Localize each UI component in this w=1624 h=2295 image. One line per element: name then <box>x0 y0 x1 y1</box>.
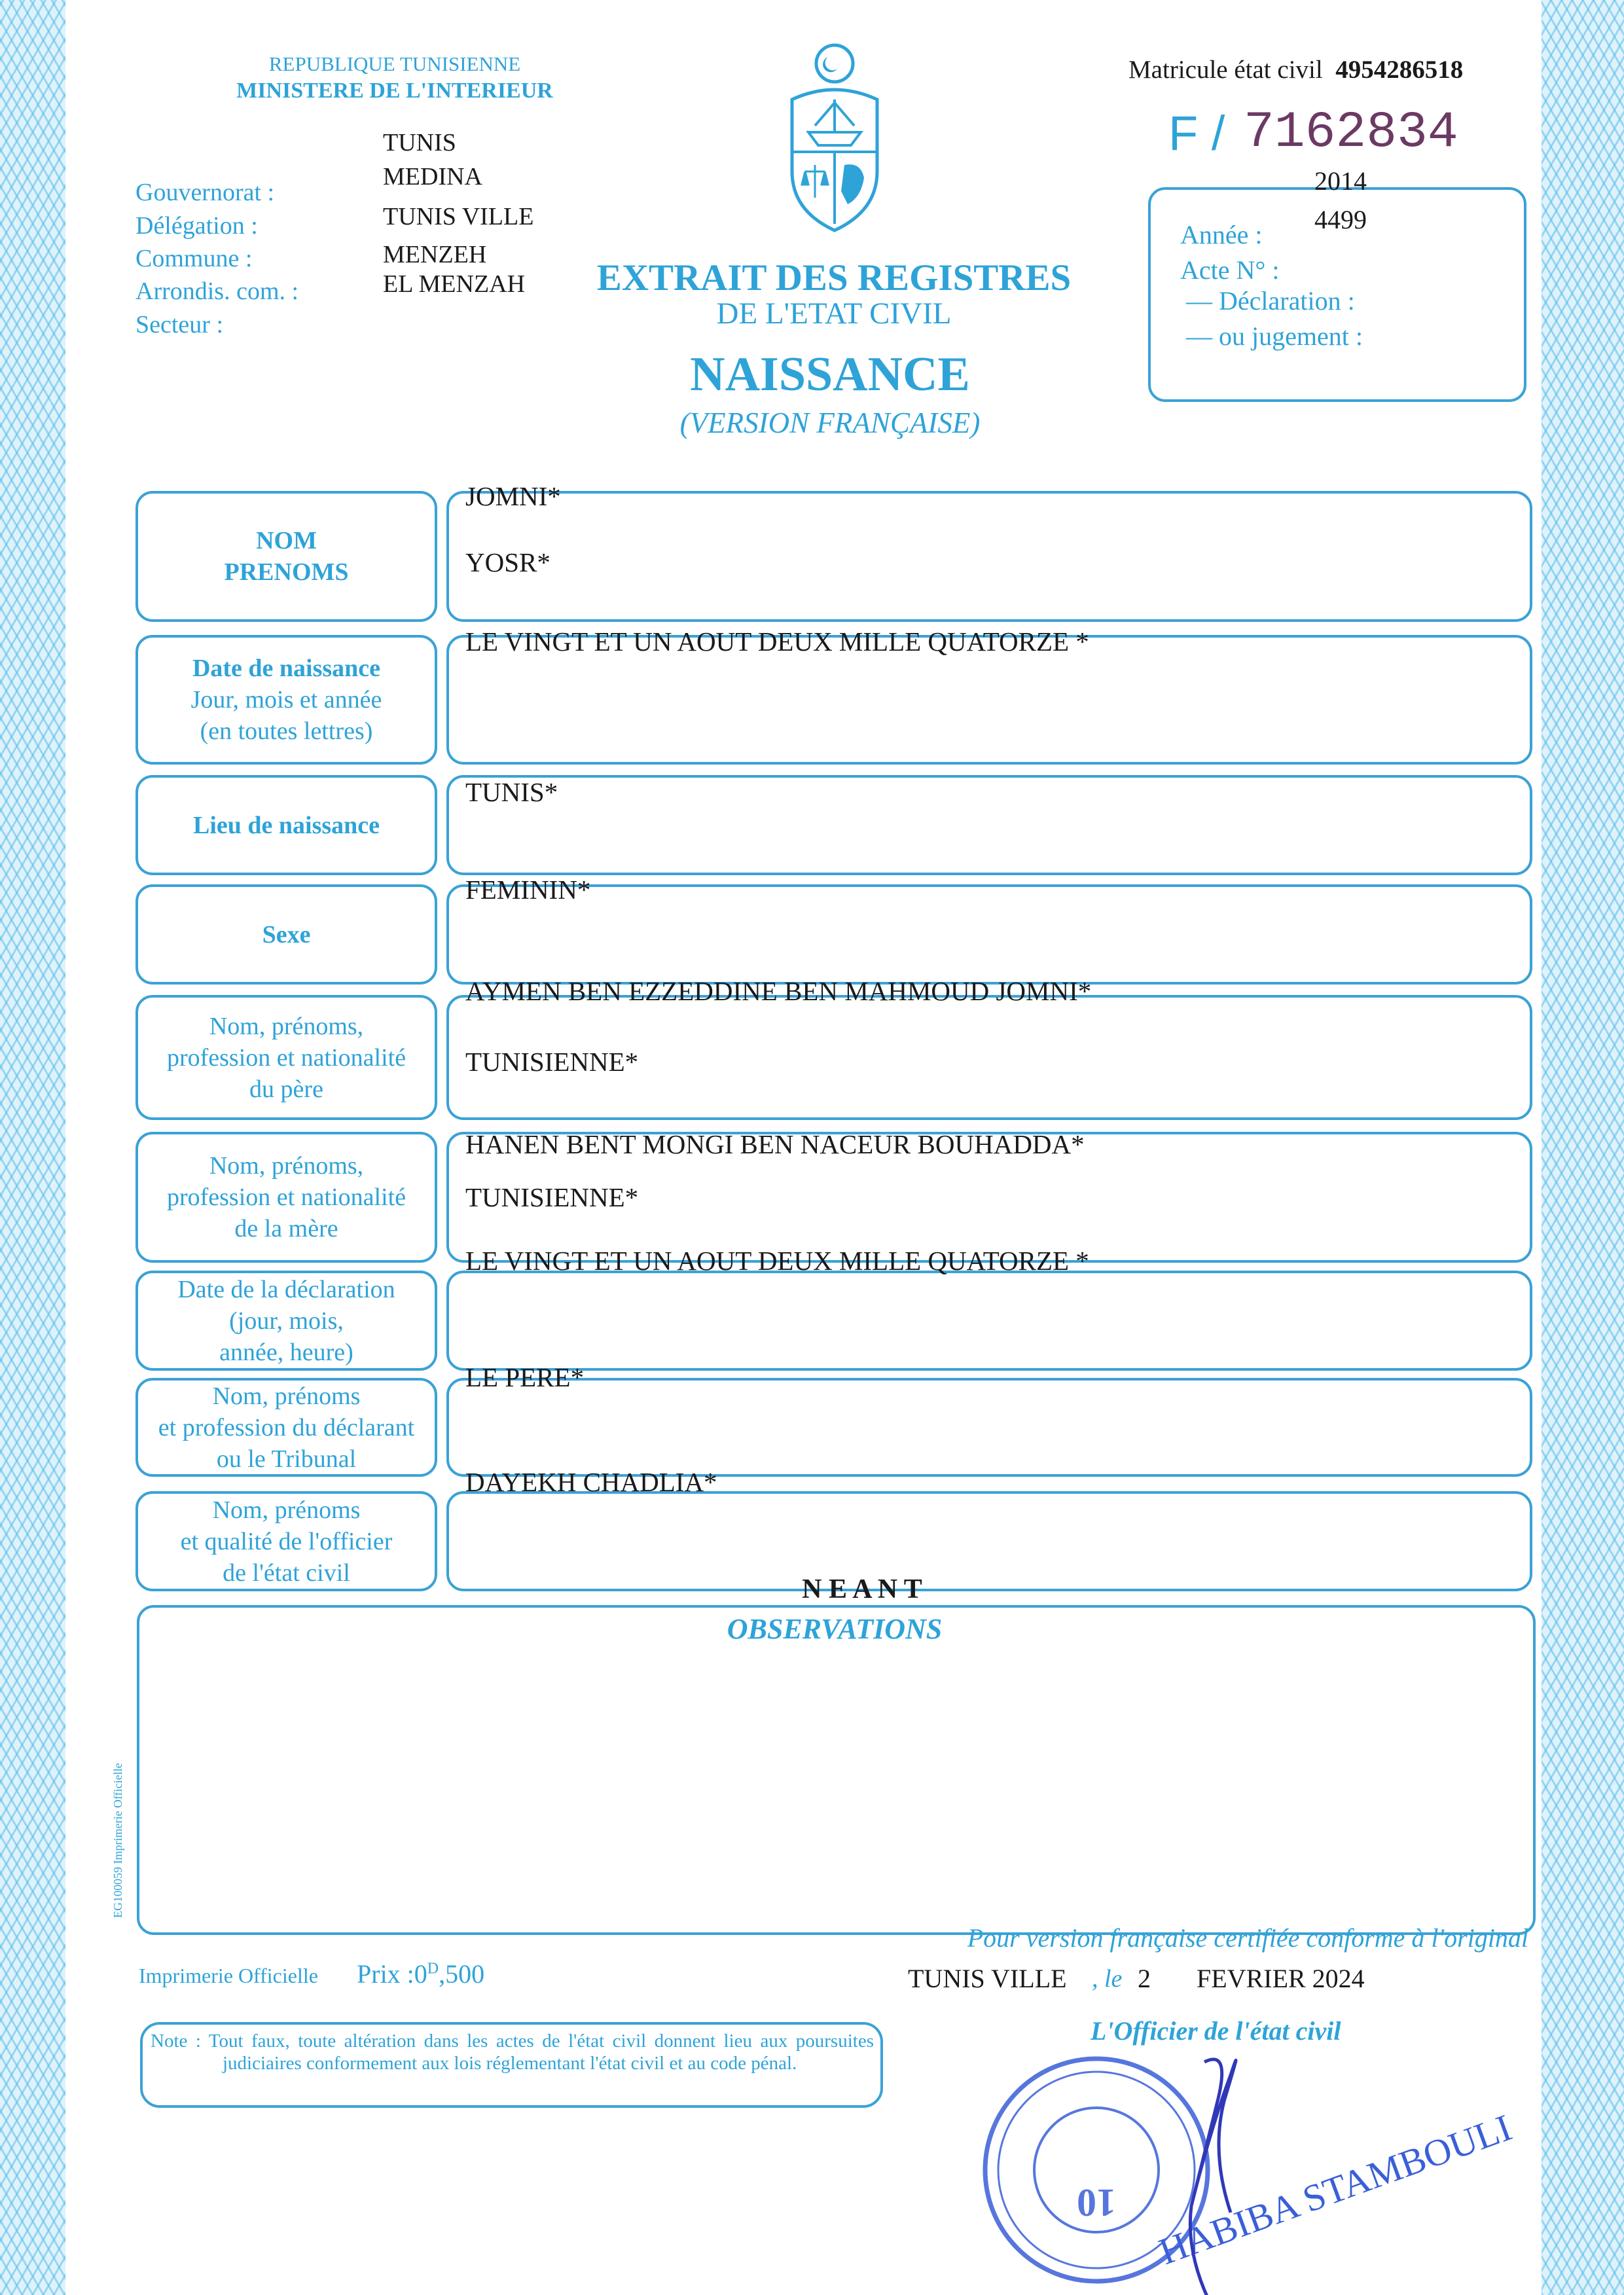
row-value: FEMININ* <box>465 875 591 905</box>
arrondissement-value: MENZEH <box>383 241 487 268</box>
secteur-value: EL MENZAH <box>383 270 526 298</box>
row-label-line: profession et nationalité <box>166 1043 406 1072</box>
serial-prefix: F / <box>1168 106 1225 160</box>
jugement-label: — ou jugement : <box>1186 321 1363 351</box>
gouvernorat-value: TUNIS <box>383 129 456 156</box>
row-label-line: ou le Tribunal <box>216 1445 357 1473</box>
serial-number: 7162834 <box>1244 104 1458 162</box>
price-sup: D <box>427 1960 439 1978</box>
certified-statement: Pour version française certifiée conforme à l'original <box>967 1923 1528 1953</box>
row-label-line: de la mère <box>234 1215 338 1242</box>
officer-title: L'Officier de l'état civil <box>1091 2016 1341 2046</box>
acte-label: Acte N° : <box>1180 255 1280 285</box>
row-label-line: Nom, prénoms, <box>209 1012 364 1040</box>
value-cell <box>446 884 1532 985</box>
value-cell <box>446 1271 1532 1371</box>
row-label-line: (jour, mois, <box>229 1307 344 1335</box>
date-month-year: FEVRIER 2024 <box>1197 1964 1365 1993</box>
annee-value: 2014 <box>1314 166 1367 196</box>
row-label <box>135 884 437 985</box>
row-label-line: Sexe <box>262 920 311 949</box>
row-label-line: profession et nationalité <box>166 1184 406 1211</box>
row-label-line: PRENOMS <box>224 558 349 586</box>
delegation-value: MEDINA <box>383 163 482 190</box>
row-value: TUNISIENNE* <box>465 1047 639 1077</box>
title-etat-civil: DE L'ETAT CIVIL <box>716 297 952 331</box>
legal-note-box <box>140 2022 883 2108</box>
observations-box <box>137 1605 1536 1935</box>
row-value: JOMNI* <box>465 481 561 511</box>
row-label <box>135 1271 437 1371</box>
value-cell <box>446 775 1532 875</box>
row-label-line: et qualité de l'officier <box>180 1527 393 1555</box>
row-label <box>135 491 437 622</box>
place-value: TUNIS VILLE <box>908 1964 1067 1993</box>
row-label-line: et profession du déclarant <box>158 1413 415 1441</box>
row-value: LE PERE* <box>465 1362 585 1392</box>
republic-label: REPUBLIQUE TUNISIENNE <box>268 52 521 75</box>
delegation-label: Délégation : <box>135 212 258 240</box>
row-label-line: de l'état civil <box>223 1559 350 1587</box>
row-label <box>135 995 437 1120</box>
right-guilloche-border <box>1542 0 1624 2295</box>
row-label-line: Nom, prénoms, <box>209 1152 364 1180</box>
row-label <box>135 1378 437 1477</box>
tunisia-coat-of-arms-emblem <box>772 41 897 237</box>
acte-value: 4499 <box>1314 205 1367 234</box>
price-suffix: ,500 <box>439 1959 485 1989</box>
row-label-line: (en toutes lettres) <box>200 717 373 745</box>
row-value: LE VINGT ET UN AOUT DEUX MILLE QUATORZE * <box>465 1246 1089 1276</box>
row-label <box>135 775 437 875</box>
row-label-line: Lieu de naissance <box>192 811 380 839</box>
date-day: 2 <box>1138 1964 1151 1993</box>
row-value: TUNISIENNE* <box>465 1182 639 1212</box>
row-label-line: année, heure) <box>219 1338 353 1366</box>
title-naissance: NAISSANCE <box>690 348 970 401</box>
matricule-value: 4954286518 <box>1335 56 1464 84</box>
row-value: HANEN BENT MONGI BEN NACEUR BOUHADDA* <box>465 1129 1085 1159</box>
ministry-label: MINISTERE DE L'INTERIEUR <box>236 79 553 103</box>
arrondissement-label: Arrondis. com. : <box>135 278 299 305</box>
observations-label: OBSERVATIONS <box>727 1613 943 1645</box>
row-label-line: Nom, prénoms <box>212 1496 361 1524</box>
title-extrait: EXTRAIT DES REGISTRES <box>596 257 1072 298</box>
commune-label: Commune : <box>135 245 253 272</box>
price-label <box>357 1959 484 1989</box>
observations-value: N E A N T <box>802 1574 922 1604</box>
row-label-line: NOM <box>256 527 317 554</box>
stamp-name: HABIBA STAMBOULI <box>1153 2106 1517 2273</box>
side-print-code: EG100059 Imprimerie Officielle <box>111 1763 124 1918</box>
row-label-line: Date de la déclaration <box>177 1275 395 1303</box>
left-guilloche-border <box>0 0 65 2295</box>
row-label-line: Nom, prénoms <box>212 1382 361 1410</box>
secteur-label: Secteur : <box>135 311 224 338</box>
row-label <box>135 1491 437 1591</box>
row-label-line: Jour, mois et année <box>190 686 382 714</box>
value-cell <box>446 491 1532 622</box>
title-version: (VERSION FRANÇAISE) <box>679 407 981 439</box>
annee-label: Année : <box>1180 220 1263 249</box>
declaration-label: — Déclaration : <box>1186 286 1355 316</box>
row-label <box>135 635 437 765</box>
row-value: AYMEN BEN EZZEDDINE BEN MAHMOUD JOMNI* <box>465 976 1092 1006</box>
row-label-line: Date de naissance <box>192 655 381 682</box>
row-value: TUNIS* <box>465 777 558 807</box>
row-label-line: du père <box>249 1075 323 1103</box>
row-value: YOSR* <box>465 547 550 577</box>
matricule-label: Matricule état civil <box>1128 56 1323 84</box>
printer-label: Imprimerie Officielle <box>139 1964 318 1987</box>
price-prefix: Prix :0 <box>357 1959 427 1989</box>
row-value: DAYEKH CHADLIA* <box>465 1467 717 1497</box>
official-stamp-and-signature <box>975 2049 1517 2285</box>
legal-note-text: Note : Tout faux, toute altération dans les actes de l'état civil donnent lieu aux poursuites judiciaires conformement aux lois réglementant l'état civil et au code pénal. <box>151 2031 874 2074</box>
date-le-label: , le <box>1092 1965 1123 1993</box>
value-cell <box>446 1378 1532 1477</box>
commune-value: TUNIS VILLE <box>383 203 534 230</box>
stamp-number: 10 <box>1077 2181 1116 2224</box>
row-value: LE VINGT ET UN AOUT DEUX MILLE QUATORZE * <box>465 626 1089 657</box>
gouvernorat-label: Gouvernorat : <box>135 179 275 206</box>
row-label <box>135 1132 437 1263</box>
matricule-line <box>1128 55 1463 84</box>
value-cell <box>446 1491 1532 1591</box>
